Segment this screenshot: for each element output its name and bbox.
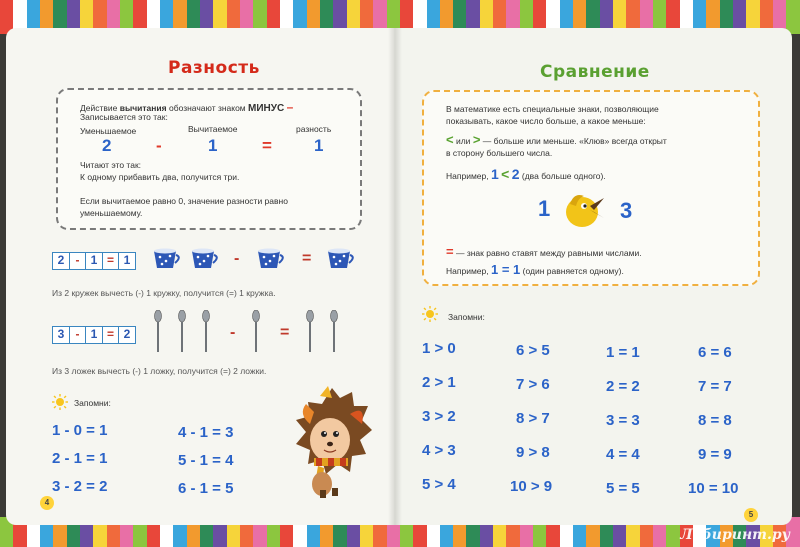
cmp-rule-p2b: в сторону большего числа. (446, 148, 553, 158)
cmp-rule-p2a: — больше или меньше. «Клюв» всегда открыт (482, 136, 667, 146)
cmp-col4-row3: 8 = 8 (698, 412, 732, 429)
spoons-caption: Из 3 ложек вычесть (-) 1 ложку, получится (=) 2 ложки. (52, 366, 267, 376)
cmp-col3-row3: 3 = 3 (606, 412, 640, 429)
ex1-suffix: (два больше одного). (521, 171, 606, 181)
num-minuend: 2 (102, 136, 112, 155)
label-difference: разность (296, 124, 332, 134)
rule-line-1-mid: обозначают знаком (168, 103, 246, 113)
fact-col1-row1: 1 - 0 = 1 (52, 422, 108, 439)
cmp-rule-p2-line (446, 132, 667, 147)
cmp-rule-p1a: В математике есть специальные знаки, позволяющие (446, 104, 659, 114)
cmp-col2-row2: 7 > 6 (516, 376, 550, 393)
cups-equation-cells (52, 252, 135, 270)
cup-icon (326, 248, 356, 270)
cups-cell-3: 1 (85, 252, 103, 270)
cmp-col2-row3: 8 > 7 (516, 410, 550, 427)
demo-right-number: 3 (620, 198, 633, 223)
spoons-equals-sign: = (280, 324, 290, 341)
sun-icon (422, 306, 438, 322)
cups-equals-sign: = (302, 250, 312, 267)
fact-col2-row3: 6 - 1 = 5 (178, 480, 234, 497)
hedgehog-illustration (292, 384, 372, 498)
ex2-suffix: (один равняется одному). (522, 266, 624, 276)
ex1-left-number: 1 (490, 166, 499, 182)
ex2-expression: 1 = 1 (490, 262, 521, 277)
cups-minus-sign: - (234, 250, 240, 267)
left-remember-label: Запомни: (74, 398, 111, 408)
right-page-title: Сравнение (540, 62, 650, 82)
spoon-icon (154, 310, 162, 354)
watermark-logo: Лабиринт.ру (680, 527, 790, 543)
ex2-prefix: Например, (446, 266, 489, 276)
spoon-icon (178, 310, 186, 354)
rule-line-1-word: МИНУС (248, 103, 285, 114)
fact-col1-row3: 3 - 2 = 2 (52, 478, 108, 495)
cups-cell-2: - (69, 252, 87, 270)
rule-minus-sign: - (156, 136, 162, 155)
num-subtrahend: 1 (208, 136, 218, 155)
less-than-sign: < (446, 132, 454, 147)
cups-caption: Из 2 кружек вычесть (-) 1 кружку, получится (=) 1 кружка. (52, 288, 276, 298)
fact-col1-row2: 2 - 1 = 1 (52, 450, 108, 467)
num-difference: 1 (314, 136, 324, 155)
read-line-1: Читают это так: (80, 160, 142, 170)
spoons-cell-5: 2 (118, 326, 136, 344)
cmp-col2-row4: 9 > 8 (516, 444, 550, 461)
fact-col2-row2: 5 - 1 = 4 (178, 452, 234, 469)
right-page-number: 5 (744, 508, 758, 522)
left-page-title: Разность (168, 58, 260, 78)
cups-cell-4: = (102, 252, 120, 270)
cmp-col3-row5: 5 = 5 (606, 480, 640, 497)
demo-left-number: 1 (538, 196, 551, 221)
sun-icon (52, 394, 68, 410)
greater-than-sign: > (472, 132, 481, 147)
spoons-cell-3: 1 (85, 326, 103, 344)
rule-line-1-bold: вычитания (119, 103, 167, 113)
cup-icon (256, 248, 286, 270)
cup-icon (190, 248, 220, 270)
rule-line-2: Записывается это так: (80, 112, 168, 122)
cmp-rule-p1b: показывать, какое число больше, а какое меньше: (446, 116, 646, 126)
stripe (786, 0, 799, 34)
label-minuend: Уменьшаемое (80, 126, 137, 136)
label-subtrahend: Вычитаемое (188, 124, 238, 134)
cmp-col3-row2: 2 = 2 (606, 378, 640, 395)
cmp-col4-row4: 9 = 9 (698, 446, 732, 463)
left-page-number: 4 (40, 496, 54, 510)
cmp-col1-row1: 1 > 0 (422, 340, 456, 357)
cmp-col1-row5: 5 > 4 (422, 476, 456, 493)
note-line-1: Если вычитаемое равно 0, значение разности равно (80, 196, 288, 206)
right-remember-label: Запомни: (448, 312, 485, 322)
cmp-example-1 (446, 166, 606, 182)
spoon-icon (306, 310, 314, 354)
spoons-cell-1: 3 (52, 326, 70, 344)
ex1-sign: < (501, 166, 510, 182)
spoons-equation-cells (52, 326, 135, 344)
rule-equals-sign: = (262, 136, 272, 155)
spoon-icon (252, 310, 260, 354)
spoons-cell-4: = (102, 326, 120, 344)
equals-symbol: = (446, 244, 454, 259)
cmp-col2-row5: 10 > 9 (510, 478, 553, 495)
ex1-right-number: 2 (511, 166, 520, 182)
spoons-cell-2: - (69, 326, 87, 344)
cup-icon (152, 248, 182, 270)
cups-cell-5: 1 (118, 252, 136, 270)
cmp-col2-row1: 6 > 5 (516, 342, 550, 359)
rule-line-1-sign: – (286, 100, 294, 114)
cmp-col1-row3: 3 > 2 (422, 408, 456, 425)
read-line-2: К одному прибавить два, получится три. (80, 172, 240, 182)
cmp-col1-row4: 4 > 3 (422, 442, 456, 459)
cmp-col4-row5: 10 = 10 (688, 480, 739, 497)
cups-cell-1: 2 (52, 252, 70, 270)
ex1-prefix: Например, (446, 171, 489, 181)
cmp-col3-row1: 1 = 1 (606, 344, 640, 361)
fact-col2-row1: 4 - 1 = 3 (178, 424, 234, 441)
cmp-col1-row2: 2 > 1 (422, 374, 456, 391)
cmp-col4-row1: 6 = 6 (698, 344, 732, 361)
equals-explanation: — знак равно ставят между равными числами. (455, 248, 642, 258)
spoons-minus-sign: - (230, 324, 236, 341)
rule-line-1-prefix: Действие (80, 103, 118, 113)
spoon-icon (330, 310, 338, 354)
note-line-2: уменьшаемому. (80, 208, 143, 218)
cmp-example-2 (446, 262, 624, 277)
book-spine (388, 28, 402, 525)
cmp-col3-row4: 4 = 4 (606, 446, 640, 463)
cmp-equals-line (446, 244, 642, 259)
spoon-icon (202, 310, 210, 354)
cmp-col4-row2: 7 = 7 (698, 378, 732, 395)
or-word: или (455, 136, 471, 146)
bird-head-illustration (564, 188, 604, 228)
